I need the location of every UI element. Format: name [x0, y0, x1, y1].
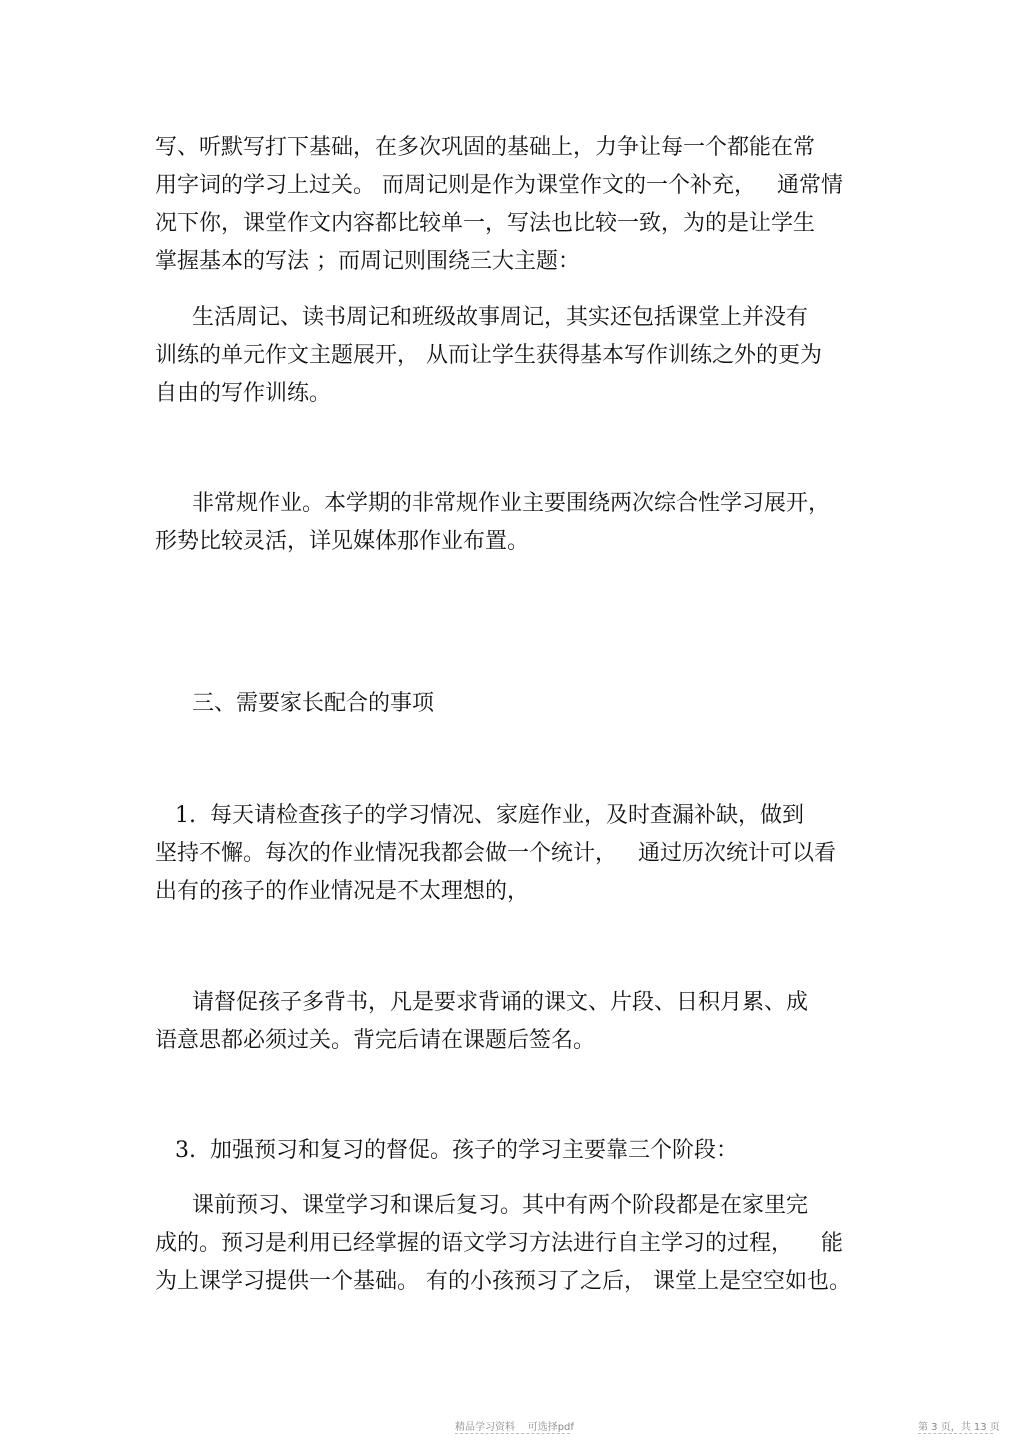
text-line: 写、听默写打下基础，在多次巩固的基础上，力争让每一个都能在常 [155, 135, 816, 160]
text-line: 语意思都必须过关。背完后请在课题后签名。 [155, 1028, 596, 1053]
text-line: 况下你，课堂作文内容都比较单一，写法也比较一致，为的是让学生 [155, 211, 816, 236]
list-item: 1. 每天请检查孩子的学习情况、家庭作业，及时查漏补缺，做到 [175, 803, 804, 828]
text-line: 课前预习、课堂学习和课后复习。其中有两个阶段都是在家里完 [192, 1193, 809, 1218]
text-line: 非常规作业。本学期的非常规作业主要围绕两次综合性学习展开， [192, 491, 831, 516]
text-line: 出有的孩子的作业情况是不太理想的， [155, 879, 530, 904]
text-line: 形势比较灵活，详见媒体那作业布置。 [155, 529, 530, 554]
text-line: 生活周记、读书周记和班级故事周记，其实还包括课堂上并没有 [192, 305, 809, 330]
text-line: 用字词的学习上过关。 而周记则是作为课堂作文的一个补充， 通常情 [155, 173, 843, 198]
footer-divider [455, 1433, 570, 1434]
text-line: 训练的单元作文主题展开， 从而让学生获得基本写作训练之外的更为 [155, 343, 822, 368]
text-line: 自由的写作训练。 [155, 381, 332, 406]
text-line: 为上课学习提供一个基础。 有的小孩预习了之后， 课堂上是空空如也。 [155, 1269, 851, 1294]
text-line: 坚持不懈。每次的作业情况我都会做一个统计， 通过历次统计可以看 [155, 841, 836, 866]
section-heading: 三、需要家长配合的事项 [192, 691, 435, 716]
list-item: 3. 加强预习和复习的督促。孩子的学习主要靠三个阶段： [175, 1138, 738, 1163]
footer-divider [918, 1433, 993, 1434]
footer-left-text: 精品学习资料 可选择pdf [455, 1422, 574, 1433]
text-line: 成的。预习是利用已经掌握的语文学习方法进行自主学习的过程， 能 [155, 1231, 843, 1256]
footer-page-number: 第 3 页，共 13 页 [918, 1422, 1000, 1433]
text-line: 掌握基本的写法 ；而周记则围绕三大主题： [155, 249, 580, 274]
text-line: 请督促孩子多背书，凡是要求背诵的课文、片段、日积月累、成 [192, 990, 809, 1015]
